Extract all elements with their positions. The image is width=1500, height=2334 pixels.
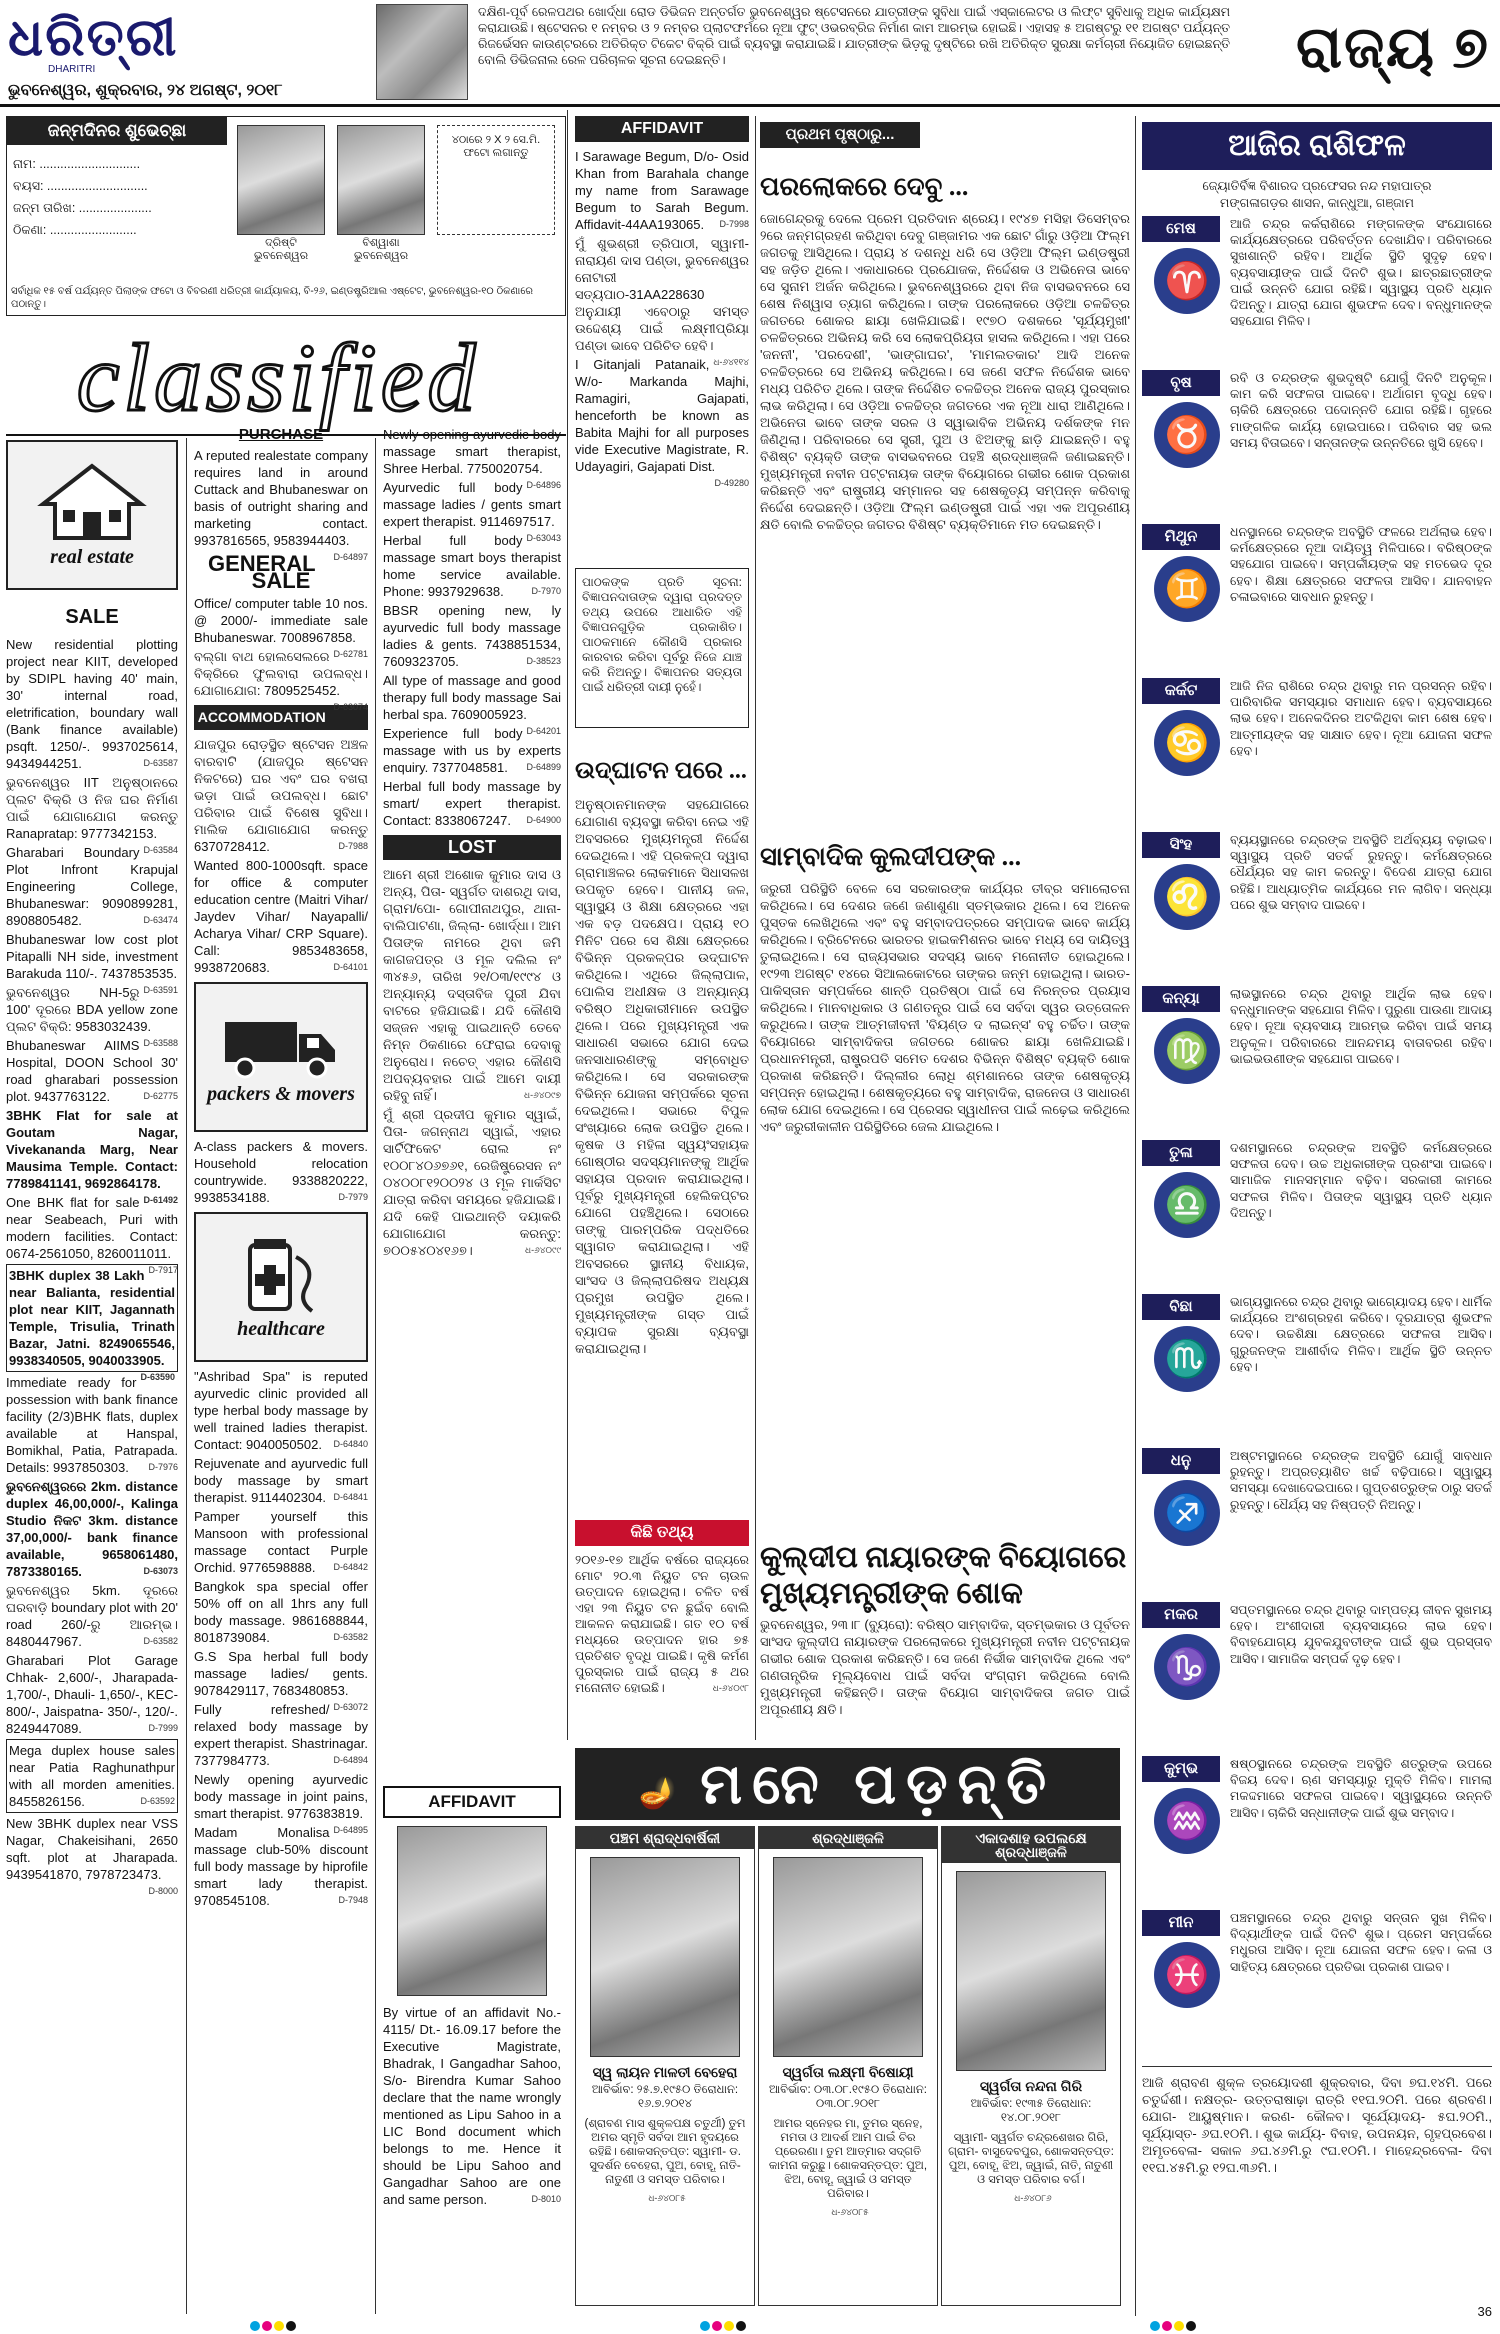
libra-icon: ♎ (1154, 1172, 1220, 1238)
healthcare-graphic (194, 1212, 368, 1362)
rashi-mithuna (1142, 524, 1492, 674)
sale-heading: SALE (65, 606, 119, 628)
memorial-text: ଆମର ସ୍ନେହର ମା, ତୁମର ସ୍ନେହ, ମମତା ଓ ଆଦର୍ଶ ଆମ ପାଇଁ ଚିର ପ୍ରେରଣା। ତୁମ ଆତ୍ମାର ସଦ୍‌ଗତି କାମନା କରୁଛୁ। ଶୋକସନ୍ତପ୍ତ: ପୁଅ, ଝିଅ, ବୋହୂ, ଜ୍ୱାଇଁ ଓ ସମସ୍ତ ପରିବାର। (768, 2118, 928, 2200)
aquarius-icon: ♒ (1154, 1788, 1220, 1854)
classified-ad: Bhubaneswar AIIMS Hospital, DOON School 30' road gharabari possession plot. 9437763122. D-62775 (6, 1038, 178, 1104)
purchase-heading: PURCHASE (238, 426, 324, 443)
horoscope-title: ଆଜିର ରାଶିଫଳ (1142, 122, 1492, 170)
horoscope-byline (1142, 178, 1492, 212)
classified-ad: Newly opening ayurvedic body massage smart therapist, Shree Herbal. 7750020754. D-64896 (383, 427, 561, 490)
memorial-dates: ଆବିର୍ଭାବ: ୨୫.୭.୧୯୫୦ ତିରୋଧାନ: ୧୬.୭.୨୦୧୪ (591, 2084, 739, 2110)
capricorn-icon: ♑ (1154, 1634, 1220, 1700)
rashi-vrusha (1142, 370, 1492, 520)
story-1-headline: ପରଲୋକରେ ଦେବୁ ... (760, 172, 969, 201)
child-2-name: ବିଶ୍ୱାଶା (362, 237, 400, 249)
memorial-card (758, 1826, 938, 2306)
accommodation-heading: ACCOMMODATION (194, 705, 368, 730)
pisces-icon: ♓ (1154, 1942, 1220, 2008)
memorial-code: ଧ-୬୪୦୮୫ (831, 2207, 869, 2217)
classified-ad: Rejuvenate and ayurvedic full body massage by smart therapist. 9114402304. D-64841 (194, 1456, 368, 1505)
rashi-text: ଲାଭସ୍ଥାନରେ ଚନ୍ଦ୍ର ଥିବାରୁ ଆର୍ଥିକ ଲାଭ ହେବ। ବନ୍ଧୁମାନଙ୍କ ସହଯୋଗ ମିଳିବ। ପୁରୁଣା ପାଉଣା ଆଦାୟ ହେବ। ନୂଆ ବ୍ୟବସାୟ ଆରମ୍ଭ କରିବା ପାଇଁ ସମୟ ଅନୁକୂଳ। ପରିବାରରେ ଆନନ୍ଦମୟ ବାତାବରଣ ରହିବ। ଭାଇଭଉଣୀଙ୍କ ସହଯୋଗ ପାଇବେ। (1230, 987, 1492, 1066)
field-name: ନାମ: ............................. (13, 157, 141, 171)
rashi-label: ବୃଷ (1142, 370, 1220, 396)
classified-ad: New residential plotting project near KIIT, developed by SDIPL having 40' main, 30' internal road, eletrification, boundary wall (Bank finance available) psqft. 1250/-. 9937025614, 9434944251. D-63587 (6, 637, 178, 771)
rashi-text: ଦଶମସ୍ଥାନରେ ଚନ୍ଦ୍ରଙ୍କ ଅବସ୍ଥିତି କର୍ମକ୍ଷେତ୍ରରେ ସଫଳତା ଦେବ। ଉଚ୍ଚ ଅଧିକାରୀଙ୍କ ପ୍ରଶଂସା ପାଇବେ। ସାମାଜିକ ମାନସମ୍ମାନ ବଢ଼ିବ। ସରକାରୀ କାମରେ ସଫଳତା ମିଳିବ। ପିତାଙ୍କ ସ୍ୱାସ୍ଥ୍ୟ ପ୍ରତି ଧ୍ୟାନ ଦିଅନ୍ତୁ। (1230, 1141, 1492, 1220)
affidavit-2-text: By virtue of an affidavit No.- 4115/ Dt.- 16.09.17 before the Executive Magistrate, Bhadrak, I Gangadhar Sahoo, S/o- Birendra Kumar Sahoo declare that the name wrongly mentioned as Lipu Sahoo in a LIC Bond document which belongs to me. Hence it should be Lipu Sahoo and Gangadhar Sahoo are one and same person. D-8010 (383, 2005, 561, 2207)
rashi-label: ମକର (1142, 1602, 1220, 1628)
classified-ad: New 3BHK duplex near VSS Nagar, Chakeisihani, 2650 sqft. plot at Jharapada. 9439541870, 7978723473. D-8000 (6, 1816, 178, 1896)
memorial-card-title: ପଞ୍ଚମ ଶ୍ରାଦ୍ଧବାର୍ଷିକୀ (576, 1827, 754, 1849)
rashi-makara (1142, 1602, 1492, 1752)
rashi-kanya (1142, 986, 1492, 1136)
affidavit-ad: ମୁଁ ଶୁଭଶ୍ରୀ ତ୍ରିପାଠୀ, ସ୍ୱାମୀ- ନାରାୟଣ ଦାସ ପଣ୍ଡା, ଭୁବନେଶ୍ୱର ନୋଟାରୀ ସତ୍ୟପାଠ-31AA228630 ଅନୁଯାୟୀ ଏବେଠାରୁ ସମସ୍ତ ଉଦ୍ଦେଶ୍ୟ ପାଇଁ ଲକ୍ଷ୍ମୀପ୍ରିୟା ପଣ୍ଡା ଭାବେ ପରିଚିତ ହେବି। ଧ-୬୪୧୧୪ (575, 236, 749, 367)
astrologer-name: ଜ୍ୟୋତିର୍ବିଜ୍ଞ ବିଶାରଦ ପ୍ରଫେସର ନନ୍ଦ ମହାପାତ୍ର (1202, 179, 1432, 193)
classified-column-3 (383, 426, 561, 1816)
classified-ad: ଭୁବନେଶ୍ୱର NH-5ରୁ 100' ଦୂରରେ BDA yellow zone ପ୍ଲଟ ବିକ୍ରି: 9583032439. D-63588 (6, 985, 178, 1048)
rashi-label: କନ୍ୟା (1142, 986, 1220, 1012)
astrologer-address: ମଙ୍ଗଳାଗଡ଼ର ଶାସନ, କାନ୍ଧୁଆ, ଗଞ୍ଜାମ (1219, 196, 1415, 210)
classified-ad: Ayurvedic full body massage ladies / gents smart expert therapist. 9114697517. D-63043 (383, 480, 561, 543)
rashi-kumbha (1142, 1756, 1492, 1906)
classified-ad: BBSR opening new, ly ayurvedic full body massage ladies & gents. 7438851534, 7609323705. D-38523 (383, 603, 561, 669)
memorial-dates: ଆବିର୍ଭାବ: ୧୯୩୫ ତିରୋଧାନ: ୧୪.୦୮.୨୦୧୮ (970, 2098, 1092, 2124)
house-icon (37, 462, 147, 542)
rashi-label: ଧନୁ (1142, 1448, 1220, 1474)
rashi-text: ଧନସ୍ଥାନରେ ଚନ୍ଦ୍ରଙ୍କ ଅବସ୍ଥିତି ଫଳରେ ଅର୍ଥଲାଭ ହେବ। କର୍ମକ୍ଷେତ୍ରରେ ନୂଆ ଦାୟିତ୍ୱ ମିଳିପାରେ। ବରିଷ୍ଠଙ୍କ ସହଯୋଗ ପାଇବେ। ସମ୍ପର୍କୀୟଙ୍କ ସହ ମତଭେଦ ଦୂର ହେବ। ଶିକ୍ଷା କ୍ଷେତ୍ରରେ ସଫଳତା ଆସିବ। ଯାନବାହନ ଚଳାଇବାରେ ସାବଧାନ ରୁହନ୍ତୁ। (1230, 525, 1492, 604)
story-2-body: ଅନୁଷ୍ଠାନମାନଙ୍କ ସହଯୋଗରେ ଯୋଗାଣ ବ୍ୟବସ୍ଥା କରିବା ନେଇ ଏହି ଅବସରରେ ମୁଖ୍ୟମନ୍ତ୍ରୀ ନିର୍ଦ୍ଦେଶ ଦେଇଥିଲେ। ଏହି ପ୍ରକଳ୍ପ ଦ୍ୱାରା ଗ୍ରାମାଞ୍ଚଳର ଲୋକମାନେ ସିଧାସଳଖ ଉପକୃତ ହେବେ। ପାନୀୟ ଜଳ, ସ୍ୱାସ୍ଥ୍ୟ ଓ ଶିକ୍ଷା କ୍ଷେତ୍ରରେ ଏହା ଏକ ବଡ଼ ପଦକ୍ଷେପ। ପ୍ରାୟ ୧୦ ମିନିଟ ପରେ ସେ ଶିକ୍ଷା କ୍ଷେତ୍ରରେ ବିଭିନ୍ନ ପ୍ରକଳ୍ପର ଉଦ୍‌ଘାଟନ କରିଥିଲେ। ଏଥିରେ ଜିଲ୍ଲାପାଳ, ପୋଲିସ ଅଧୀକ୍ଷକ ଓ ଅନ୍ୟାନ୍ୟ ବରିଷ୍ଠ ଅଧିକାରୀମାନେ ଉପସ୍ଥିତ ଥିଲେ। ପରେ ମୁଖ୍ୟମନ୍ତ୍ରୀ ଏକ ସାଧାରଣ ସଭାରେ ଯୋଗ ଦେଇ ଜନସାଧାରଣଙ୍କୁ ସମ୍ବୋଧିତ କରିଥିଲେ। ସେ ସରକାରଙ୍କ ବିଭିନ୍ନ ଯୋଜନା ସମ୍ପର୍କରେ ସୂଚନା ଦେଇଥିଲେ। ସଭାରେ ବିପୁଳ ସଂଖ୍ୟାରେ ଲୋକ ଉପସ୍ଥିତ ଥିଲେ। କୃଷକ ଓ ମହିଳା ସ୍ୱୟଂସହାୟକ ଗୋଷ୍ଠୀର ସଦସ୍ୟମାନଙ୍କୁ ଆର୍ଥିକ ସହାୟତା ପ୍ରଦାନ କରାଯାଇଥିଲା। ପୂର୍ବରୁ ମୁଖ୍ୟମନ୍ତ୍ରୀ ହେଲିକପ୍ଟର ଯୋଗେ ପହଞ୍ଚିଥିଲେ। ସେଠାରେ ତାଙ୍କୁ ପାରମ୍ପରିକ ପଦ୍ଧତିରେ ସ୍ୱାଗତ କରାଯାଇଥିଲା। ଏହି ଅବସରରେ ସ୍ଥାନୀୟ ବିଧାୟକ, ସାଂସଦ ଓ ଜିଲ୍ଲାପରିଷଦ ଅଧ୍ୟକ୍ଷ ପ୍ରମୁଖ ଉପସ୍ଥିତ ଥିଲେ। ମୁଖ୍ୟମନ୍ତ୍ରୀଙ୍କ ଗସ୍ତ ପାଇଁ ବ୍ୟାପକ ସୁରକ୍ଷା ବ୍ୟବସ୍ଥା କରାଯାଇଥିଲା। (575, 797, 749, 1356)
classified-ad: ଭୁବନେଶ୍ୱରରେ 2km. distance duplex 46,00,000/-, Kalinga Studio ନିକଟ 3km. distance 37,00,000/- bank finance available, 9658061480, 7873380165. D-63073 (6, 1479, 178, 1579)
memorial-card-title: ଶ୍ରଦ୍ଧାଞ୍ଜଳି (759, 1827, 937, 1849)
story-3-body: ଜରୁରୀ ପରିସ୍ଥିତି ବେଳେ ସେ ସରକାରଙ୍କ କାର୍ଯ୍ୟର ତୀବ୍ର ସମାଲୋଚନା କରିଥିଲେ। ସେ ଦେଶର ଜଣେ ଜଣାଶୁଣା ସ୍ତମ୍ଭକାର ଥିଲେ। ସେ ଅନେକ ପୁସ୍ତକ ଲେଖିଥିଲେ ଏବଂ ବହୁ ସମ୍ବାଦପତ୍ରରେ ସମ୍ପାଦକ ଭାବେ କାର୍ଯ୍ୟ କରିଥିଲେ। ବ୍ରିଟେନରେ ଭାରତର ହାଇକମିଶନର ଭାବେ ମଧ୍ୟ ସେ ଦାୟିତ୍ୱ ତୁଲାଇଥିଲେ। ସେ ରାଜ୍ୟସଭାର ସଦସ୍ୟ ଭାବେ ମନୋନୀତ ହୋଇଥିଲେ। ୧୯୨୩ ଅଗଷ୍ଟ ୧୪ରେ ସିଆଲକୋଟରେ ତାଙ୍କର ଜନ୍ମ ହୋଇଥିଲା। ଭାରତ-ପାକିସ୍ତାନ ସମ୍ପର୍କରେ ଶାନ୍ତି ପ୍ରତିଷ୍ଠା ପାଇଁ ସେ ନିରନ୍ତର ପ୍ରୟାସ କରିଥିଲେ। ମାନବାଧିକାର ଓ ଗଣତନ୍ତ୍ର ପାଇଁ ସେ ସର୍ବଦା ସ୍ୱର ଉତ୍ତୋଳନ କରୁଥିଲେ। ତାଙ୍କ ଆତ୍ମଜୀବନୀ 'ବିୟଣ୍ଡ ଦ ଲାଇନ୍ସ' ବହୁ ଚର୍ଚ୍ଚିତ। ତାଙ୍କ ବିୟୋଗରେ ସାମ୍ବାଦିକତା ଜଗତରେ ଶୋକର ଛାୟା ଖେଳିଯାଇଛି। ପ୍ରଧାନମନ୍ତ୍ରୀ, ରାଷ୍ଟ୍ରପତି ସମେତ ଦେଶର ବିଭିନ୍ନ ବିଶିଷ୍ଟ ବ୍ୟକ୍ତି ଶୋକ ପ୍ରକାଶ କରିଛନ୍ତି। ଦିଲ୍ଲୀର ଲୋଧି ଶ୍ମଶାନରେ ତାଙ୍କ ଶେଷକୃତ୍ୟ ସମ୍ପନ୍ନ ହୋଇଥିଲା। ଶେଷକୃତ୍ୟରେ ବହୁ ସାମ୍ବାଦିକ, ରାଜନେତା ଓ ସାଧାରଣ ଲୋକ ଯୋଗ ଦେଇଥିଲେ। ସେ ପ୍ରେସର ସ୍ୱାଧୀନତା ପାଇଁ ଲଢ଼େଇ କରିଥିଲେ ଏବଂ ଜରୁରୀକାଳୀନ ପରିସ୍ଥିତିରେ ଜେଲ ଯାଇଥିଲେ। (760, 881, 1130, 1134)
affidavit-ad: I Gitanjali Patanaik, W/o- Markanda Majhi, Ramagiri, Gajapati, henceforth be known as Babita Majhi for all purposes vide Executive Magistrate, R. Udayagiri, Gajapati Dist. D-49280 (575, 357, 749, 488)
classified-ad: G.S Spa herbal full body massage ladies/ gents. 9078429117, 7683480853. D-63072 (194, 1649, 368, 1712)
rashi-text: ଆଜି ଚନ୍ଦ୍ର କର୍କରାଶିରେ ମଙ୍ଗଳଙ୍କ ସଂଯୋଗରେ କାର୍ଯ୍ୟକ୍ଷେତ୍ରରେ ପରିବର୍ତ୍ତନ ଦେଖାଯିବ। ପରିବାରରେ ସୁଖଶାନ୍ତି ରହିବ। ଆର୍ଥିକ ସ୍ଥିତି ସୁଦୃଢ଼ ହେବ। ବ୍ୟବସାୟୀଙ୍କ ପାଇଁ ଦିନଟି ଶୁଭ। ଛାତ୍ରଛାତ୍ରୀଙ୍କ ପାଇଁ ଉନ୍ନତି ଯୋଗ ରହିଛି। ସ୍ୱାସ୍ଥ୍ୟ ପ୍ରତି ଧ୍ୟାନ ଦିଅନ୍ତୁ। ଯାତ୍ରା ଯୋଗ ଶୁଭଫଳ ଦେବ। ବନ୍ଧୁମାନଙ୍କ ସହଯୋଗ ମିଳିବ। (1230, 217, 1492, 329)
memorial-photo (590, 1857, 740, 2057)
classified-ad: All type of massage and good therapy full body massage Sai herbal spa. 7609005923. D-64201 (383, 673, 561, 736)
rashi-text: ଅଷ୍ଟମସ୍ଥାନରେ ଚନ୍ଦ୍ରଙ୍କ ଅବସ୍ଥିତି ଯୋଗୁଁ ସାବଧାନ ରୁହନ୍ତୁ। ଅପ୍ରତ୍ୟାଶିତ ଖର୍ଚ୍ଚ ବଢ଼ିପାରେ। ସ୍ୱାସ୍ଥ୍ୟ ସମସ୍ୟା ଦେଖାଦେଇପାରେ। ଗୁପ୍ତଶତ୍ରୁଙ୍କ ଠାରୁ ସତର୍କ ରୁହନ୍ତୁ। ଧୈର୍ଯ୍ୟ ସହ ନିଷ୍ପତ୍ତି ନିଅନ୍ତୁ। (1230, 1449, 1492, 1512)
child-2-place: ଭୁବନେଶ୍ୱର (353, 250, 409, 262)
affidavit-column (575, 116, 749, 728)
memorial-banner (575, 1748, 1120, 1820)
newspaper-logo-sub: DHARITRI (48, 64, 96, 75)
memorial-card-title: ଏକାଦଶାହ ଉପଲକ୍ଷେ ଶ୍ରଦ୍ଧାଞ୍ଜଳି (942, 1827, 1120, 1863)
field-age: ବୟସ: ............................. (13, 179, 148, 193)
rashi-label: ସିଂହ (1142, 832, 1220, 858)
classified-ad: 3BHK Flat for sale at Goutam Nagar, Vivekananda Marg, Near Mausima Temple. Contact: 7789841141, 9692864178. D-61492 (6, 1108, 178, 1205)
sagittarius-icon: ♐ (1154, 1480, 1220, 1546)
memorial-code: ଧ-୬୪୦୮୬ (1014, 2193, 1052, 2203)
classified-ad: Mega duplex house sales near Patia Raghunathpur with all morden amenities. 8455826156. D-63592 (6, 1739, 178, 1813)
real-estate-label: real estate (50, 545, 134, 568)
classified-column-2 (194, 426, 368, 2316)
rashi-label: ବିଛା (1142, 1294, 1220, 1320)
memorial-photo (773, 1857, 923, 2057)
child-photo-2 (337, 125, 425, 235)
classified-ad: Fully refreshed/ relaxed body massage by expert therapist. Shastrinagar. 7377984773. D-64894 (194, 1702, 368, 1768)
memorial-banner-text: ମନେ ପଡ଼ନ୍ତି (700, 1752, 1057, 1815)
classified-ad: One BHK flat for sale near Seabeach, Puri with modern facilities. Contact: 0674-2561050, 8260011011. D-7917 (6, 1195, 178, 1275)
classified-ad: ଭୁବନେଶ୍ୱର 5km. ଦୂରରେ ଘରବାଡ଼ି boundary plot with 20' road 260/-ରୁ ଆରମ୍ଭ। 8480447967. D-63582 (6, 1583, 178, 1649)
top-story-text: ଦକ୍ଷିଣ-ପୂର୍ବ ରେଳପଥର ଖୋର୍ଦ୍ଧା ରୋଡ ଡିଭିଜନ ଅନ୍ତର୍ଗତ ଭୁବନେଶ୍ୱର ଷ୍ଟେସନରେ ଯାତ୍ରୀଙ୍କ ସୁବିଧା ପାଇଁ ଏସ୍କାଲେଟର ଓ ଲିଫ୍ଟ ସୁବିଧାକୁ ଅଧିକ କାର୍ଯ୍ୟକ୍ଷମ କରାଯାଉଛି। ଷ୍ଟେସନର ୧ ନମ୍ବର ଓ ୨ ନମ୍ବର ପ୍ଲାଟଫର୍ମରେ ନୂଆ ଫୁଟ୍ ଓଭରବ୍ରିଜ ନିର୍ମାଣ କାମ ଆରମ୍ଭ ହୋଇଛି। ଏହାସହ ୫ ଅଗଷ୍ଟରୁ ୧୧ ଅଗଷ୍ଟ ପର୍ଯ୍ୟନ୍ତ ରିଜର୍ଭେସନ କାଉଣ୍ଟରରେ ଅତିରିକ୍ତ ଟିକେଟ ବିକ୍ରି ପାଇଁ ବ୍ୟବସ୍ଥା କରାଯାଇଛି। ଯାତ୍ରୀଙ୍କ ଭିଡ଼କୁ ଦୃଷ୍ଟିରେ ରଖି ଅତିରିକ୍ତ ସୁରକ୍ଷା କର୍ମଚାରୀ ନିୟୋଜିତ ହୋଇଛନ୍ତି ବୋଲି ଡିଭିଜନାଲ ରେଳ ପରିଚାଳକ ସୂଚନା ଦେଇଛନ୍ତି। (478, 5, 1230, 67)
classified-ad: Experience full body massage with us by experts enquiry. 7377048581. D-64899 (383, 726, 561, 775)
classified-ad: A-class packers & movers. Household relocation countrywide. 9338820222, 9938534188. D-7979 (194, 1139, 368, 1205)
memorial-dates: ଆବିର୍ଭାବ: ୦୩.୦୮.୧୯୫୦ ତିରୋଧାନ: ୦୩.୦୮.୨୦୧୮ (769, 2084, 927, 2110)
memorial-text: (ଶ୍ରାବଣ ମାସ ଶୁକ୍ଳପକ୍ଷ ଚତୁର୍ଥୀ) ତୁମ ଅମର ସ୍ମୃତି ସର୍ବଦା ଆମ ହୃଦୟରେ ରହିଛି। ଶୋକସନ୍ତପ୍ତ: ସ୍ୱାମୀ- ଡ. ସୁଦର୍ଶନ ବେହେରା, ପୁଅ, ବୋହୂ, ନାତି-ନାତୁଣୀ ଓ ସମସ୍ତ ପରିବାର। (584, 2118, 746, 2186)
cancer-icon: ♋ (1154, 710, 1220, 776)
rashi-karkata (1142, 678, 1492, 828)
photo-size-note: ୪ଠାରେ ୨ X ୨ ସେ.ମି. ଫଟୋ ଲଗାନ୍ତୁ (437, 125, 555, 235)
child-1-place: ଭୁବନେଶ୍ୱର (253, 250, 309, 262)
birthday-footnote: ସର୍ବାଧିକ ୧୫ ବର୍ଷ ପର୍ଯ୍ୟନ୍ତ ପିଲାଙ୍କ ଫଟୋ ଓ ବିବରଣୀ ଧରିତ୍ରୀ କାର୍ଯ୍ୟାଳୟ, ବି-୨୬, ଇଣ୍ଡଷ୍ଟ୍ରିଆଲ ଏଷ୍ଟେଟ, ଭୁବନେଶ୍ୱର-୧୦ ଠିକଣାରେ ପଠାନ୍ତୁ। (11, 286, 533, 310)
newspaper-logo: ଧରିତ୍ରୀ (8, 10, 179, 67)
rashi-bichha (1142, 1294, 1492, 1444)
page-number: 36 (1477, 2304, 1492, 2319)
rashi-label: ମୀନ (1142, 1910, 1220, 1936)
affidavit-heading: AFFIDAVIT (575, 116, 749, 142)
rashi-text: ପଞ୍ଚମସ୍ଥାନରେ ଚନ୍ଦ୍ର ଥିବାରୁ ସନ୍ତାନ ସୁଖ ମିଳିବ। ବିଦ୍ୟାର୍ଥୀଙ୍କ ପାଇଁ ଦିନଟି ଶୁଭ। ପ୍ରେମ ସମ୍ପର୍କରେ ମଧୁରତା ଆସିବ। ନୂଆ ଯୋଜନା ସଫଳ ହେବ। କଳା ଓ ସାହିତ୍ୟ କ୍ଷେତ୍ରରେ ପ୍ରତିଭା ପ୍ରକାଶ ପାଇବ। (1230, 1911, 1492, 1974)
memorial-name: ସ୍ୱ ଲାୟନ ମାଳତୀ ବେହେରା (592, 2064, 738, 2080)
pratham-heading: ପ୍ରଥମ ପୃଷ୍ଠାରୁ... (760, 122, 920, 148)
taurus-icon: ♉ (1154, 402, 1220, 468)
scorpio-icon: ♏ (1154, 1326, 1220, 1392)
rashi-label: କର୍କଟ (1142, 678, 1220, 704)
classified-ad: Bhubaneswar low cost plot Pitapalli NH side, investment Barakuda 110/-. 7437853535. D-63591 (6, 932, 178, 995)
rashi-label: ମେଷ (1142, 216, 1220, 242)
classified-ad: Gharabari Plot Garage Chhak- 2,600/-, Jharapada- 1,700/-, Dhauli- 1,650/-, KEC- 800/-, Jaispatna- 350/-, 120/-. 8249447089. D-7999 (6, 1653, 178, 1736)
classified-ad: Bangkok spa special offer 50% off on all 1hrs any full body massage. 9861688844, 8018739084. D-63582 (194, 1579, 368, 1645)
rashi-text: ଆଜି ନିଜ ରାଶିରେ ଚନ୍ଦ୍ର ଥିବାରୁ ମନ ପ୍ରସନ୍ନ ରହିବ। ପାରିବାରିକ ସମସ୍ୟାର ସମାଧାନ ହେବ। ବ୍ୟବସାୟରେ ଲାଭ ହେବ। ଅନେକଦିନର ଅଟକିଥିବା କାମ ଶେଷ ହେବ। ଆତ୍ମୀୟଙ୍କ ସହ ସାକ୍ଷାତ ହେବ। ନୂଆ ଯୋଜନା ସଫଳ ହେବ। (1230, 679, 1492, 758)
classified-ad: ବଲ୍ଗା ବାଥ ହୋଲସେଲରେ ବିକ୍ରିରେ ଫୁଲବାରା ଉପଲବ୍ଧ। ଯୋଗାଯୋଗ: 7809525452. D-63074 (194, 649, 368, 712)
packers-label: packers & movers (207, 1082, 355, 1105)
rashi-dhanu (1142, 1448, 1492, 1598)
main-headline-body: ଭୁବନେଶ୍ୱର, ୨୩।୮ (ବ୍ୟୁରୋ): ବରିଷ୍ଠ ସାମ୍ବାଦିକ, ସ୍ତମ୍ଭକାର ଓ ପୂର୍ବତନ ସାଂସଦ କୁଲ୍‌ଦୀପ ନାୟାରଙ୍କ ପରଲୋକରେ ମୁଖ୍ୟମନ୍ତ୍ରୀ ନବୀନ ପଟ୍ଟନାୟକ ଗଭୀର ଶୋକ ପ୍ରକାଶ କରିଛନ୍ତି। ସେ ଜଣେ ନିର୍ଭୀକ ସାମ୍ବାଦିକ ଥିଲେ ଏବଂ ଗଣତାନ୍ତ୍ରିକ ମୂଲ୍ୟବୋଧ ପାଇଁ ସର୍ବଦା ସଂଗ୍ରାମ କରିଥିଲେ ବୋଲି ମୁଖ୍ୟମନ୍ତ୍ରୀ କହିଛନ୍ତି। ତାଙ୍କ ବିୟୋଗ ସାମ୍ବାଦିକତା ଜଗତ ପାଇଁ ଅପୂରଣୀୟ କ୍ଷତି। (760, 1617, 1130, 1717)
lost-heading: LOST (383, 835, 561, 860)
rashi-mesha (1142, 216, 1492, 366)
rashi-text: ବ୍ୟୟସ୍ଥାନରେ ଚନ୍ଦ୍ରଙ୍କ ଅବସ୍ଥିତି ଅର୍ଥବ୍ୟୟ ବଢ଼ାଇବ। ସ୍ୱାସ୍ଥ୍ୟ ପ୍ରତି ସତର୍କ ରୁହନ୍ତୁ। କର୍ମକ୍ଷେତ୍ରରେ ଧୈର୍ଯ୍ୟର ସହ କାମ କରନ୍ତୁ। ବିଦେଶ ଯାତ୍ରା ଯୋଗ ରହିଛି। ଆଧ୍ୟାତ୍ମିକ କାର୍ଯ୍ୟରେ ମନ ଲାଗିବ। ସନ୍ଧ୍ୟା ପରେ ଶୁଭ ସମ୍ବାଦ ପାଇବେ। (1230, 833, 1492, 912)
classified-ad: "Ashribad Spa" is reputed ayurvedic clinic provided all type herbal body massage by well trained ladies therapist. Contact: 9040050502. D-64840 (194, 1369, 368, 1452)
classified-ad: Newly opening ayurvedic body massage in joint pains, smart therapist. 9776383819. D-64895 (194, 1772, 368, 1835)
rashi-meena (1142, 1910, 1492, 2060)
affidavit-2-heading: AFFIDAVIT (383, 1786, 561, 1818)
print-registration-marks (0, 2318, 1500, 2334)
sale-ads-column (6, 636, 178, 2314)
real-estate-graphic (6, 440, 178, 590)
classified-ad: ମୁଁ ଶ୍ରୀ ପ୍ରଦୀପ କୁମାର ସ୍ୱାଇଁ, ପିତା- ଜଗନ୍ନାଥ ସ୍ୱାଇଁ, ଏହାର ସାର୍ଟିଫିକେଟ ରୋଲ ନଂ ୧୦୦୮୪୦୬୭୬୧, ରେଜିଷ୍ଟ୍ରେସନ ନଂ ୦୪୦୦୮୧୨୦୦୨୪ ଓ ମୂଳ ମାର୍କସିଟ ଯାତ୍ରା କରିବା ସମୟରେ ହଜିଯାଇଛି। ଯଦି କେହି ପାଇଥାନ୍ତି ଦୟାକରି ଯୋଗାଯୋଗ କରନ୍ତୁ: ୭୦୦୫୪୦୪୧୬୭। ଧ-୬୪୦୯୯ (383, 1107, 561, 1258)
leo-icon: ♌ (1154, 864, 1220, 930)
rashi-text: ଭାଗ୍ୟସ୍ଥାନରେ ଚନ୍ଦ୍ର ଥିବାରୁ ଭାଗ୍ୟୋଦୟ ହେବ। ଧାର୍ମିକ କାର୍ଯ୍ୟରେ ଅଂଶଗ୍ରହଣ କରିବେ। ଦୂରଯାତ୍ରା ଶୁଭଫଳ ଦେବ। ଉଚ୍ଚଶିକ୍ଷା କ୍ଷେତ୍ରରେ ସଫଳତା ଆସିବ। ଗୁରୁଜନଙ୍କ ଆଶୀର୍ବାଦ ମିଳିବ। ଆର୍ଥିକ ସ୍ଥିତି ଉନ୍ନତ ହେବ। (1230, 1295, 1492, 1374)
classified-ad: Gharabari Boundary Plot Infront Krapujal Engineering College, Bhubaneswar: 9090899281, 8908805482. D-63474 (6, 845, 178, 928)
kichhi-tathya-body: ୨୦୧୬-୧୭ ଆର୍ଥିକ ବର୍ଷରେ ରାଜ୍ୟରେ ମୋଟ ୨୦.୩ ନିୟୁତ ଟନ ଚାଉଳ ଉତ୍ପାଦନ ହୋଇଥିଲା। ଚଳିତ ବର୍ଷ ଏହା ୨୩ ନିୟୁତ ଟନ ଛୁଇଁବ ବୋଲି ଆକଳନ କରାଯାଇଛି। ଗତ ୧୦ ବର୍ଷ ମଧ୍ୟରେ ଉତ୍ପାଦନ ହାର ୭୫ ପ୍ରତିଶତ ବୃଦ୍ଧି ପାଇଛି। କୃଷି କର୍ମଣ ପୁରସ୍କାର ପାଇଁ ରାଜ୍ୟ ୫ ଥର ମନୋନୀତ ହୋଇଛି। ଧ-୬୪୦୯୮ (575, 1553, 749, 1695)
classified-banner: classified (76, 324, 480, 431)
memorial-name: ସ୍ୱର୍ଗତା ଲକ୍ଷ୍ମୀ ବିଷୋୟୀ (782, 2064, 914, 2080)
memorial-card (941, 1826, 1121, 2306)
rashi-label: ତୁଳା (1142, 1140, 1220, 1166)
classified-ad: A reputed realestate company requires land in around Cuttack and Bhubaneswar on basis of outright sharing and marketing contact. 9937816565, 9583944403. D-64897 (194, 448, 368, 562)
birthday-title: ଜନ୍ମଦିନର ଶୁଭେଚ୍ଛା (7, 117, 227, 145)
affidavit-photo (397, 1826, 547, 1996)
classified-ad: Office/ computer table 10 nos. @ 2000/- immediate sale Bhubaneswar. 7008967858. D-62781 (194, 596, 368, 659)
memorial-text: ସ୍ୱାମୀ- ସ୍ୱର୍ଗତ ଚନ୍ଦ୍ରଶେଖର ଗିରି, ଗ୍ରାମ- ବାସୁଦେବପୁର, ଶୋକସନ୍ତପ୍ତ: ପୁଅ, ବୋହୂ, ଝିଅ, ଜ୍ୱାଇଁ, ନାତି, ନାତୁଣୀ ଓ ସମସ୍ତ ପରିବାର ବର୍ଗ। (948, 2132, 1114, 2186)
rashi-text: ସପ୍ତମସ୍ଥାନରେ ଚନ୍ଦ୍ର ଥିବାରୁ ଦାମ୍ପତ୍ୟ ଜୀବନ ସୁଖମୟ ହେବ। ଅଂଶୀଦାରୀ ବ୍ୟବସାୟରେ ଲାଭ ହେବ। ବିବାହଯୋଗ୍ୟ ଯୁବକଯୁବତୀଙ୍କ ପାଇଁ ଶୁଭ ପ୍ରସ୍ତାବ ଆସିବ। ସାମାଜିକ ସମ୍ପର୍କ ଦୃଢ଼ ହେବ। (1230, 1603, 1492, 1666)
rashi-simha (1142, 832, 1492, 982)
classified-ad: Madam Monalisa massage club-50% discount full body massage by hiprofile smart lady therapist. 9708545108. D-7948 (194, 1825, 368, 1908)
classified-ad: 3BHK duplex 38 Lakh near Balianta, residential plot near KIIT, Jagannath Temple, Trisulia, Trinath Bazar, Jatni. 8249065546, 9938340505, 9040033905. D-63590 (6, 1264, 178, 1372)
dateline: ଭୁବନେଶ୍ୱର, ଶୁକ୍ରବାର, ୨୪ ଅଗଷ୍ଟ, ୨୦୧୮ (8, 82, 283, 99)
memorial-name: ସ୍ୱର୍ଗତା ନନ୍ଦନା ଗିରି (979, 2078, 1083, 2094)
rashi-text: ଷଷ୍ଠସ୍ଥାନରେ ଚନ୍ଦ୍ରଙ୍କ ଅବସ୍ଥିତି ଶତ୍ରୁଙ୍କ ଉପରେ ବିଜୟ ଦେବ। ଋଣ ସମସ୍ୟାରୁ ମୁକ୍ତି ମିଳିବ। ମାମଲା ମକଦ୍ଦମାରେ ସଫଳତା ପାଇବେ। ସ୍ୱାସ୍ଥ୍ୟରେ ଉନ୍ନତି ଆସିବ। ଚାକିରି ସନ୍ଧାନୀଙ୍କ ପାଇଁ ଶୁଭ ସମ୍ବାଦ। (1230, 1757, 1492, 1820)
healthcare-label: healthcare (237, 1317, 325, 1340)
truck-icon (221, 1012, 341, 1082)
panjika-text: ଆଜି ଶ୍ରାବଣ ଶୁକ୍ଳ ତ୍ରୟୋଦଶୀ ଶୁକ୍ରବାର, ଦିବା ୭ଘ.୧୪ମି. ପରେ ଚତୁର୍ଦ୍ଦଶୀ। ନକ୍ଷତ୍ର- ଉତ୍ତରାଷାଢ଼ା ରାତ୍ରି ୧୧ଘ.୨୦ମି. ପରେ ଶ୍ରବଣ। ଯୋଗ- ଆୟୁଷ୍ମାନ। କରଣ- କୌଳବ। ସୂର୍ଯ୍ୟୋଦୟ- ୫ଘ.୨୦ମି., ସୂର୍ଯ୍ୟାସ୍ତ- ୬ଘ.୧୦ମି.। ଶୁଭ କାର୍ଯ୍ୟ- ବିବାହ, ଉପନୟନ, ଗୃହପ୍ରବେଶ। ଅମୃତବେଳା- ସକାଳ ୬ଘ.୪୬ମି.ରୁ ୯ଘ.୧୦ମି.। ମାହେନ୍ଦ୍ରବେଳା- ଦିବା ୧୧ଘ.୪୫ମି.ରୁ ୧୨ଘ.୩୬ମି.। (1142, 2075, 1492, 2175)
classified-ad: Pamper yourself this Mansoon with professional massage contact Purple Orchid. 9776598888. D-64842 (194, 1509, 368, 1575)
virgo-icon: ♍ (1154, 1018, 1220, 1084)
packers-graphic (194, 982, 368, 1132)
child-photo-1 (237, 125, 325, 235)
kichhi-tathya-heading: କିଛି ତଥ୍ୟ (575, 1520, 749, 1546)
memorial-photo (956, 1871, 1106, 2071)
general-sale-heading: GENERAL SALE (207, 551, 316, 593)
page-title: ରାଜ୍ୟ ୭ (1295, 15, 1490, 80)
main-headline: କୁଲ୍‌ଦୀପ ନାୟାରଙ୍କ ବିୟୋଗରେ ମୁଖ୍ୟମନ୍ତ୍ରୀଙ୍କ ଶୋକ (760, 1541, 1127, 1610)
top-story-photo (376, 4, 468, 100)
rashi-tula (1142, 1140, 1492, 1290)
child-1-name: ଦ୍ରିଷ୍ଟି (265, 237, 297, 249)
rashi-text: ରବି ଓ ଚନ୍ଦ୍ରଙ୍କ ଶୁଭଦୃଷ୍ଟି ଯୋଗୁଁ ଦିନଟି ଅନୁକୂଳ। କାମ କରି ସଫଳତା ପାଇବେ। ଅର୍ଥାଗମ ବୃଦ୍ଧି ହେବ। ଚାକିରି କ୍ଷେତ୍ରରେ ପଦୋନ୍ନତି ଯୋଗ ରହିଛି। ଗୃହରେ ମାଙ୍ଗଳିକ କାର୍ଯ୍ୟ ହୋଇପାରେ। ପରିବାର ସହ ଭଲ ସମୟ ବିତାଇବେ। ସନ୍ତାନଙ୍କ ଉନ୍ନତିରେ ଖୁସି ହେବେ। (1230, 371, 1492, 450)
diya-icon: 🪔 (638, 1777, 687, 1810)
rashi-label: ମିଥୁନ (1142, 524, 1220, 550)
classified-ad: Immediate ready for possession with bank finance facility (2/3)BHK flats, duplex available at Hanspal, Bomikhal, Patia, Patrapada. Details: 9937850303. D-7976 (6, 1375, 178, 1475)
rashi-label: କୁମ୍ଭ (1142, 1756, 1220, 1782)
classified-ad: ଆମେ ଶ୍ରୀ ଅଶୋକ କୁମାର ଦାସ ଓ ଅନ୍ୟ, ପିତା- ସ୍ୱର୍ଗତ ଦାଶରଥି ଦାସ, ଗ୍ରାମ/ପୋ- ଗୋପୀନାଥପୁର, ଥାନା- ବାଲିପାଟଣା, ଜିଲ୍ଲା- ଖୋର୍ଦ୍ଧା। ଆମ ପିତାଙ୍କ ନାମରେ ଥିବା ଜମି କାଗଜପତ୍ର ଓ ମୂଳ ଦଲିଲ ନଂ ୩୪୫୬, ତାରିଖ ୨୧/୦୩/୧୯୯୪ ଓ ଅନ୍ୟାନ୍ୟ ଦସ୍ତାବିଜ ପୁରୀ ଯିବା ବାଟରେ ହଜିଯାଇଛି। ଯଦି କୌଣସି ସଜ୍ଜନ ଏହାକୁ ପାଇଥାନ୍ତି ତେବେ ନିମ୍ନ ଠିକଣାରେ ଫେରାଇ ଦେବାକୁ ଅନୁରୋଧ। ନଚେତ୍ ଏହାର କୌଣସି ଅପବ୍ୟବହାର ପାଇଁ ଆମେ ଦାୟୀ ରହିବୁ ନାହିଁ। ଧ-୬୪୦୯୭ (383, 867, 561, 1103)
story-3-headline: ସାମ୍ବାଦିକ କୁଲଦୀପଙ୍କ ... (760, 842, 1022, 871)
classified-ad: ଯାଜପୁର ରୋଡ଼ସ୍ଥିତ ଷ୍ଟେସନ ଅଞ୍ଚଳ ବାରବାଟି (ଯାଜପୁର ଷ୍ଟେସନ ନିକଟରେ) ଘର ଏବଂ ଘର ବଖରା ଭଡ଼ା ପାଇଁ ଉପଲବ୍ଧ। ଛୋଟ ପରିବାର ପାଇଁ ବିଶେଷ ସୁବିଧା। ମାଲିକ ଯୋଗାଯୋଗ କରନ୍ତୁ 6370728412. D-7988 (194, 737, 368, 854)
aries-icon: ♈ (1154, 248, 1220, 314)
reader-notice: ପାଠକଙ୍କ ପ୍ରତି ସୂଚନା: ବିଜ୍ଞାପନଦାତାଙ୍କ ଦ୍ୱାରା ପ୍ରଦତ୍ତ ତଥ୍ୟ ଉପରେ ଆଧାରିତ ଏହି ବିଜ୍ଞାପନଗୁଡ଼ିକ ପ୍ରକାଶିତ। ପାଠକମାନେ କୌଣସି ପ୍ରକାର କାରବାର କରିବା ପୂର୍ବରୁ ନିଜେ ଯାଞ୍ଚ କରି ନିଅନ୍ତୁ। ବିଜ୍ଞାପନର ସତ୍ୟତା ପାଇଁ ଧରିତ୍ରୀ ଦାୟୀ ନୁହେଁ। (575, 568, 749, 728)
classified-ad: Herbal full body massage smart boys therapist home service available. Phone: 9937929638. D-7970 (383, 533, 561, 599)
affidavit-2-block (383, 1786, 561, 2208)
classified-ad: Wanted 800-1000sqft. space for office & computer education centre (Maitri Vihar/ Jaydev Vihar/ Nayapalli/ Acharya Vihar/ CRP Square). Call: 9853483658, 9938720683. D-64101 (194, 858, 368, 975)
classified-ad: Herbal full body massage by smart/ expert therapist. Contact: 8338067247. D-64900 (383, 779, 561, 828)
field-dob: ଜନ୍ମ ତାରିଖ: ..................... (13, 201, 152, 215)
masthead-rule (0, 104, 1500, 107)
field-address: ଠିକଣା: ......................... (13, 223, 137, 237)
birthday-box (6, 116, 566, 316)
memorial-card (575, 1826, 755, 2306)
story-1-body: ଜୋଗେନ୍ଦ୍ରକୁ ଦେଲେ ପ୍ରେମ ପ୍ରତିଦାନ ଶ୍ରେୟ। ୧୯୪୭ ମସିହା ଡିସେମ୍ବର ୨ରେ ଜନ୍ମଗ୍ରହଣ କରିଥିବା ଦେବୁ ଗଞ୍ଜାମର ଏକ ଛୋଟ ଗାଁରୁ ଓଡ଼ିଆ ଫିଲ୍ମ ଜଗତକୁ ଆସିଥିଲେ। ପ୍ରାୟ ୪ ଦଶନ୍ଧି ଧରି ସେ ଓଡ଼ିଆ ଫିଲ୍ମ ଇଣ୍ଡଷ୍ଟ୍ରୀ ସହ ଜଡ଼ିତ ଥିଲେ। ଏକାଧାରରେ ପ୍ରଯୋଜକ, ନିର୍ଦ୍ଦେଶକ ଓ ଅଭିନେତା ଭାବେ ସେ ସୁନାମ ଅର୍ଜନ କରିଥିଲେ। ଭୁବନେଶ୍ୱରରେ ଥିବା ନିଜ ବାସଭବନରେ ସେ ଶେଷ ନିଶ୍ୱାସ ତ୍ୟାଗ କରିଥିଲେ। ତାଙ୍କ ପରଲୋକରେ ଓଡ଼ିଆ ଚଳଚ୍ଚିତ୍ର ଜଗତରେ ଶୋକର ଛାୟା ଖେଳିଯାଇଛି। ୧୯୭୦ ଦଶକରେ 'ସୂର୍ଯ୍ୟମୁଖୀ' ଚଳଚ୍ଚିତ୍ରରେ ଅଭିନୟ କରି ସେ ଲୋକପ୍ରିୟତା ହାସଲ କରିଥିଲେ। ଏହା ପରେ 'ଜନନୀ', 'ପରଦେଶୀ', 'ଭାଙ୍ଗାଘର', 'ମାମଲତକାର' ଆଦି ଅନେକ ଚଳଚ୍ଚିତ୍ରରେ ସେ ଅଭିନୟ କରିଥିଲେ। ସେ ଜଣେ ସଫଳ ନିର୍ଦ୍ଦେଶକ ଭାବେ ମଧ୍ୟ ପରିଚିତ ଥିଲେ। ତାଙ୍କ ନିର୍ଦ୍ଦେଶିତ ଚଳଚ୍ଚିତ୍ର ଅନେକ ରାଜ୍ୟ ପୁରସ୍କାର ଲାଭ କରିଥିଲା। ସେ ଓଡ଼ିଆ ଚଳଚ୍ଚିତ୍ର ଜଗତରେ ଏକ ନୂଆ ଧାରା ଆଣିଥିଲେ। ଅଭିନେତା ଭାବେ ତାଙ୍କ ସରଳ ଓ ସ୍ୱାଭାବିକ ଅଭିନୟ ଦର୍ଶକଙ୍କ ମନ ଜିଣିଥିଲା। ପରିବାରରେ ସେ ସ୍ତ୍ରୀ, ପୁଅ ଓ ଝିଅଙ୍କୁ ଛାଡ଼ି ଯାଇଛନ୍ତି। ବହୁ ବିଶିଷ୍ଟ ବ୍ୟକ୍ତି ତାଙ୍କ ବାସଭବନରେ ପହଞ୍ଚି ଶ୍ରଦ୍ଧାଞ୍ଜଳି ଜଣାଇଛନ୍ତି। ମୁଖ୍ୟମନ୍ତ୍ରୀ ନବୀନ ପଟ୍ଟନାୟକ ତାଙ୍କ ବିୟୋଗରେ ଗଭୀର ଶୋକ ପ୍ରକାଶ କରିଛନ୍ତି ଏବଂ ରାଷ୍ଟ୍ରୀୟ ସମ୍ମାନର ସହ ଶେଷକୃତ୍ୟ ସମ୍ପନ୍ନ କରିବାକୁ ନିର୍ଦ୍ଦେଶ ଦେଇଛନ୍ତି। ଓଡ଼ିଆ ଫିଲ୍ମ ଇଣ୍ଡଷ୍ଟ୍ରୀ ପାଇଁ ଏହା ଏକ ଅପୂରଣୀୟ କ୍ଷତି ବୋଲି ଚଳଚ୍ଚିତ୍ର ଜଗତର ବିଶିଷ୍ଟ ବ୍ୟକ୍ତିମାନେ ମତ ଦେଇଛନ୍ତି। (760, 211, 1130, 532)
classified-ad: ଭୁବନେଶ୍ୱର IIT ଅନୁଷ୍ଠାନରେ ପ୍ଲଟ ବିକ୍ରି ଓ ନିଜ ଘର ନିର୍ମାଣ ପାଇଁ ଯୋଗାଯୋଗ କରନ୍ତୁ Ranapratap: 9777342153. D-63584 (6, 775, 178, 855)
affidavit-ad: I Sarawage Begum, D/o- Osid Khan from Barahala change my name from Sarawage Begum to Sarah Begum. Affidavit-44AA193065. D-7998 (575, 149, 749, 232)
medicine-icon (236, 1237, 326, 1317)
memorial-code: ଧ-୬୪୦୮୫ (648, 2193, 686, 2203)
gemini-icon: ♊ (1154, 556, 1220, 622)
birthday-fields (13, 153, 223, 241)
story-2-headline: ଉଦ୍‌ଘାଟନ ପରେ ... (575, 758, 747, 784)
